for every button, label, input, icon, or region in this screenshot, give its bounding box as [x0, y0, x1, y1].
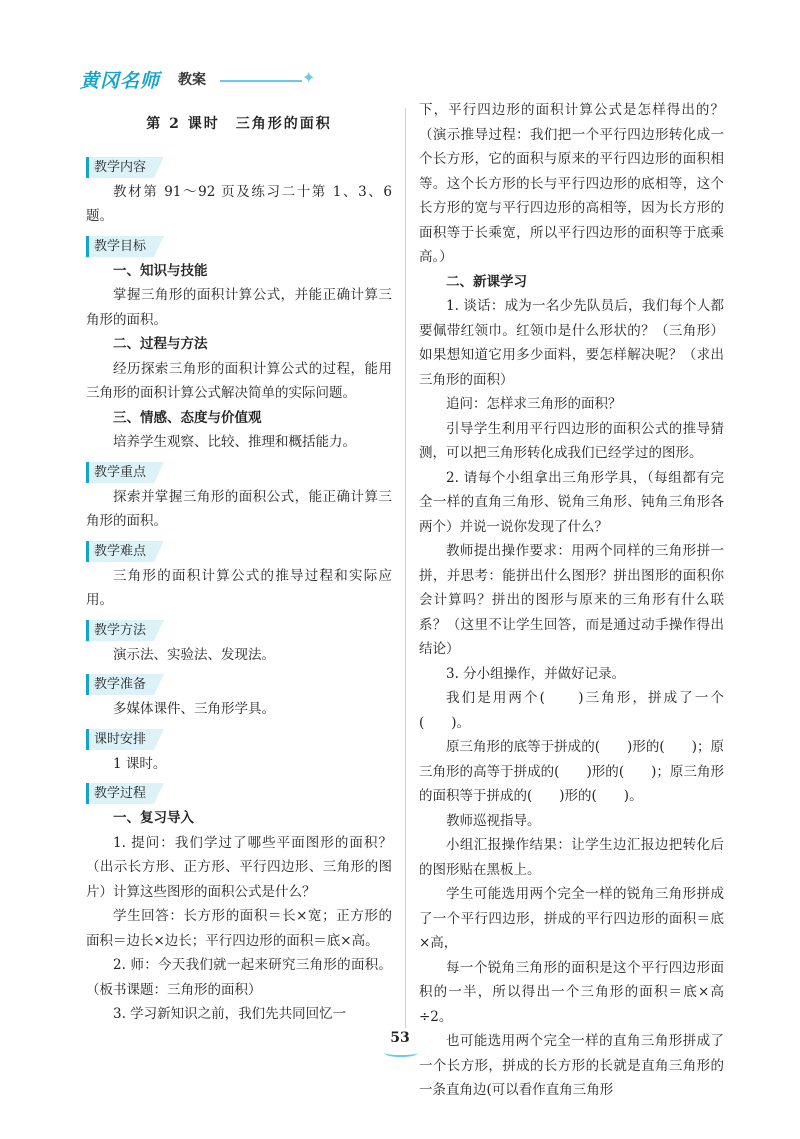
column-divider	[405, 108, 406, 1028]
sparkle-icon: ✦	[302, 68, 316, 87]
section-label-difficulty: 教学难点	[86, 541, 154, 562]
review-1b: 学生回答：长方形的面积＝长×宽；正方形的面积＝边长×边长；平行四边形的面积＝底×高。	[86, 908, 392, 949]
schedule-text: 1 课时。	[113, 755, 167, 772]
new-3a: 我们是用两个( )三角形，拼成了一个( )。	[419, 690, 724, 731]
section-label-process: 教学过程	[86, 783, 154, 804]
new-1b: 追问：怎样求三角形的面积？	[446, 396, 622, 412]
new-6: 学生可能选用两个完全一样的锐角三角形拼成了一个平行四边形，拼成的平行四边形的面积＝底×高，	[419, 886, 724, 951]
new-5: 小组汇报操作结果：让学生边汇报边把转化后的图形贴在黑板上。	[419, 837, 724, 878]
goal2-text: 经历探索三角形的面积计算公式的过程，能用三角形的面积计算公式解决简单的实际问题。	[86, 360, 392, 401]
section-label-method: 教学方法	[86, 620, 154, 641]
goal1-text: 掌握三角形的面积计算公式，并能正确计算三角形的面积。	[86, 287, 392, 328]
section-label-schedule: 课时安排	[86, 729, 154, 750]
new-3: 3. 分小组操作，并做好记录。	[446, 665, 626, 682]
review-2: 2. 师：今天我们就一起来研究三角形的面积。（板书课题：三角形的面积）	[86, 957, 392, 998]
goal3-title: 三、情感、态度与价值观	[113, 409, 262, 426]
section-label-content: 教学内容	[86, 157, 154, 178]
goal1-title: 一、知识与技能	[113, 262, 208, 279]
new-1c: 引导学生利用平行四边形的面积公式的推导猜测，可以把三角形转化成我们已经学过的图形。	[419, 420, 724, 461]
new-3b: 原三角形的底等于拼成的( )形的( )；原三角形的高等于拼成的( )形的( )；原三角形的面积等于拼成的( )形的( )。	[419, 739, 724, 804]
brand-logo: 黄冈名师	[80, 70, 161, 92]
new-7: 每一个锐角三角形的面积是这个平行四边形面积的一半，所以得出一个三角形的面积＝底×高÷2。	[419, 959, 724, 1025]
goal2-title: 二、过程与方法	[113, 336, 208, 352]
key-text: 探索并掌握三角形的面积公式，能正确计算三角形的面积。	[86, 488, 392, 529]
new-2b: 教师提出操作要求：用两个同样的三角形拼一拼，并思考：能拼出什么图形？拼出图形的面积你会计算吗？拼出的图形与原来的三角形有什么联系？（这里不让学生回答，而是通过动手操作得出结论）	[419, 543, 724, 657]
left-column	[86, 112, 392, 1027]
section-label-prep: 教学准备	[86, 674, 154, 695]
new-lesson-title: 二、新课学习	[446, 273, 527, 290]
right-column	[419, 98, 724, 1103]
prep-text: 多媒体课件、三角形学具。	[113, 701, 275, 717]
review-title: 一、复习导入	[113, 810, 194, 826]
new-8: 也可能选用两个完全一样的直角三角形拼成了一个长方形，拼成的长方形的长就是直角三角形的一条直角边(可以看作直角三角形	[419, 1033, 724, 1098]
review-3: 3. 学习新知识之前，我们先共同回忆一	[113, 1006, 347, 1022]
new-1: 1. 谈话：成为一名少先队员后，我们每个人都要佩带红领巾。红领巾是什么形状的？（三角形）如果想知道它用多少面料，要怎样解决呢？（求出三角形的面积）	[419, 298, 724, 388]
page-number-ornament	[384, 1049, 418, 1057]
review-1: 1. 提问：我们学过了哪些平面图形的面积？（出示长方形、正方形、平行四边形、三角形的图片）计算这些图形的面积公式是什么？	[86, 834, 392, 900]
content-text: 教材第 91～92 页及练习二十第 1、3、6 题。	[86, 183, 392, 224]
brand-subtitle: 教案	[178, 72, 206, 88]
new-4: 教师巡视指导。	[446, 812, 541, 829]
difficulty-text: 三角形的面积计算公式的推导过程和实际应用。	[86, 567, 392, 608]
header-divider	[220, 80, 302, 82]
lesson-title: 第 2 课时 三角形的面积	[146, 116, 332, 132]
page-header	[80, 66, 340, 96]
right-para-1: 下，平行四边形的面积计算公式是怎样得出的？（演示推导过程：我们把一个平行四边形转化成一个长方形，它的面积与原来的平行四边形的面积相等。这个长方形的长与平行四边形的底相等，这个长方形的宽与平行四边形的高相等，因为长方形的面积等于长乘宽，所以平行四边形的面积等于底乘高。）	[419, 102, 724, 265]
goal3-text: 培养学生观察、比较、推理和概括能力。	[113, 434, 356, 450]
new-2: 2. 请每个小组拿出三角形学具，（每组都有完全一样的直角三角形、锐角三角形、钝角三角形各两个）并说一说你发现了什么？	[419, 469, 724, 535]
page-number: 53	[390, 1030, 410, 1046]
section-label-goals: 教学目标	[86, 236, 154, 257]
method-text: 演示法、实验法、发现法。	[113, 646, 275, 663]
section-label-key: 教学重点	[86, 462, 154, 483]
